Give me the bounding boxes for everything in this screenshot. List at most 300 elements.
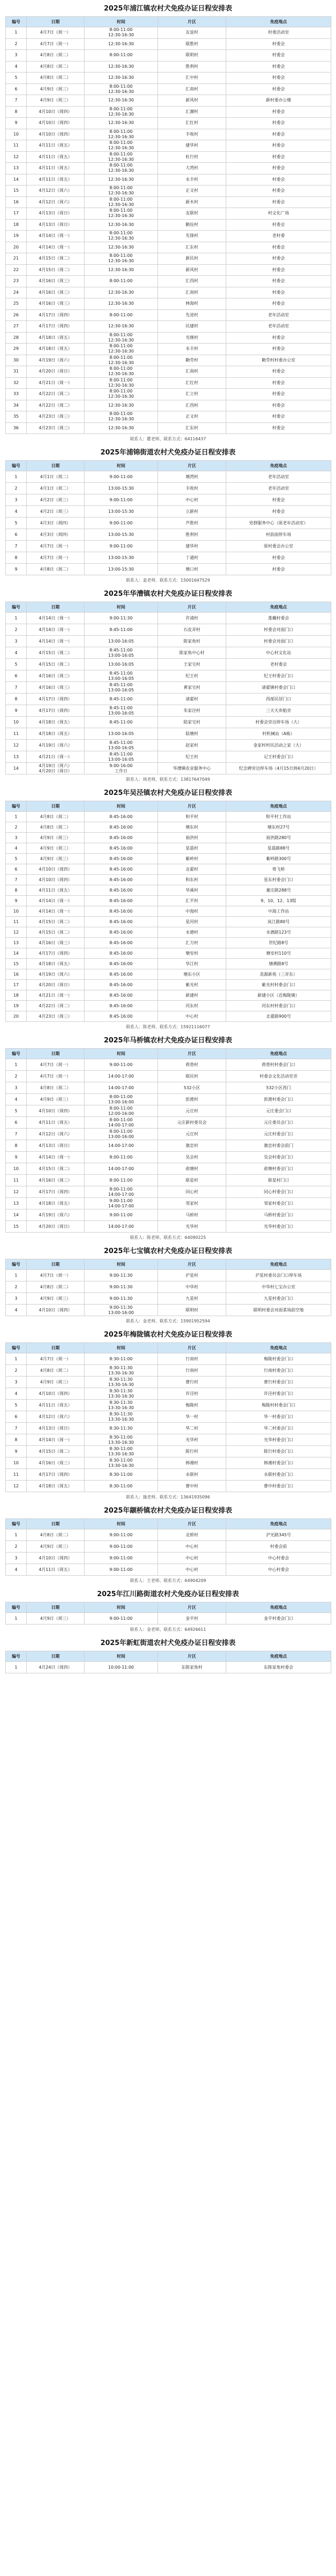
row-area: 石皮弄村 [158, 624, 226, 636]
row-number: 12 [6, 927, 27, 938]
table-row [6, 948, 331, 959]
row-location: 星晨路88号 [226, 843, 331, 854]
row-area: 友谊村 [158, 27, 226, 39]
row-location: 村委会 [226, 38, 331, 50]
row-time: 14:00-17:00 [85, 1071, 158, 1082]
row-location: 莲藕村委会 [226, 613, 331, 624]
row-area: 邻家村 [158, 1198, 226, 1209]
row-location: 裕洪路280号 [226, 833, 331, 843]
row-location: 村委会 [226, 106, 331, 118]
column-header: 免疫地点 [226, 1651, 331, 1662]
row-time: 8:00-11:00 12:30-16:30 [85, 253, 158, 265]
row-date: 4月18日（周五） [27, 717, 85, 728]
row-number: 18 [6, 990, 27, 1001]
row-time: 8:00-11:00 12:30-16:30 [85, 377, 158, 389]
row-location: 华一村委会门口 [226, 1411, 331, 1423]
table-row [6, 253, 331, 265]
row-time: 8:45-16:00 [85, 843, 158, 854]
row-number: 4 [6, 1094, 27, 1105]
row-date: 4月24日（周四） [27, 1662, 85, 1673]
row-location: 村委会 [226, 422, 331, 434]
table-row [6, 990, 331, 1001]
row-location: 光华村委会门口 [226, 1221, 331, 1233]
table-row [6, 613, 331, 624]
schedule-section [5, 1328, 331, 1504]
row-number: 21 [6, 253, 27, 265]
row-area: 纪王村 [158, 670, 226, 682]
row-area: 九星村 [158, 1293, 226, 1305]
row-area: 朱家泾村 [158, 705, 226, 717]
row-date: 4月16日（周三） [27, 1175, 85, 1186]
row-number: 27 [6, 321, 27, 333]
row-time: 9:00-11:30 [85, 1270, 158, 1281]
row-date: 4月16日（周三） [27, 298, 85, 310]
row-location: 村前面停车场 [226, 529, 331, 541]
row-date: 4月19日（周六） [27, 740, 85, 751]
row-area: 汇南村 [158, 287, 226, 298]
row-date: 4月1日（周二） [27, 471, 85, 483]
row-date: 4月18日（周五） [27, 332, 85, 344]
row-time: 8:45-16:00 [85, 938, 158, 948]
row-number: 24 [6, 287, 27, 298]
row-date: 4月8日（周二） [27, 1365, 85, 1377]
row-number: 7 [6, 1423, 27, 1434]
row-number: 1 [6, 1059, 27, 1071]
row-date: 4月17日（周四） [27, 705, 85, 717]
row-number: 9 [6, 705, 27, 717]
table-row [6, 980, 331, 990]
row-date: 4月8日（周二） [27, 1529, 85, 1541]
row-location: 老年活动室 [226, 309, 331, 321]
row-time: 8:00-11:00 12:30-16:30 [85, 106, 158, 118]
row-location: 9、10、12、13组 [226, 896, 331, 906]
row-time: 8:45-16:00 [85, 917, 158, 927]
row-area: 杜行村 [158, 151, 226, 163]
table-row [6, 1353, 331, 1365]
row-number: 7 [6, 541, 27, 552]
row-number: 29 [6, 344, 27, 355]
row-number: 2 [6, 1071, 27, 1082]
row-area: 和平村 [158, 812, 226, 822]
row-number: 2 [6, 1541, 27, 1553]
row-number: 15 [6, 1221, 27, 1233]
row-time: 8:45-16:00 [85, 896, 158, 906]
row-time: 8:00-11:00 12:30-16:30 [85, 344, 158, 355]
row-location: 曹行村委会门口 [226, 1377, 331, 1388]
column-header: 日期 [27, 17, 85, 27]
row-location: 金家村村民活动之家（大） [226, 740, 331, 751]
row-location: 梅陇村委会门口 [226, 1353, 331, 1365]
table-row [6, 38, 331, 50]
schedule-table [5, 1048, 331, 1233]
row-time: 8:30-11:00 13:30-16:30 [85, 1446, 158, 1457]
schedule-table [5, 1518, 331, 1576]
table-row [6, 1457, 331, 1469]
row-location: 邻家村委会门口 [226, 1198, 331, 1209]
row-area: 中心村 [158, 1541, 226, 1553]
row-number: 4 [6, 1305, 27, 1316]
table-row [6, 705, 331, 717]
row-area: 汇立村 [158, 389, 226, 400]
table-row [6, 647, 331, 659]
table-row [6, 1541, 331, 1553]
row-time: 8:45-16:00 [85, 980, 158, 990]
row-time: 12:30-16:30 [85, 95, 158, 107]
row-time: 8:30-11:30 13:30-16:30 [85, 1400, 158, 1411]
row-date: 4月14日（周一） [27, 1434, 85, 1446]
row-number: 9 [6, 896, 27, 906]
contact-info: 联系人：陈老师、联系方式：15921116077 [126, 1025, 210, 1029]
row-number: 2 [6, 38, 27, 50]
table-row [6, 636, 331, 647]
row-area: 汇平村 [158, 896, 226, 906]
column-header: 编号 [6, 17, 27, 27]
row-area: 林海村 [158, 298, 226, 310]
row-area: 民建村 [158, 321, 226, 333]
row-number: 13 [6, 938, 27, 948]
row-number: 11 [6, 917, 27, 927]
row-area: 丰收村 [158, 483, 226, 494]
row-location: 曹中村委会门口 [226, 1481, 331, 1492]
row-location: 村委会文化活动室旁 [226, 1071, 331, 1082]
row-date: 4月21日（周一） [27, 751, 85, 763]
row-location: 诸翟镇村委会门口 [226, 682, 331, 694]
row-time: 8:00-11:00 14:00-17:00 [85, 1186, 158, 1198]
row-location: 村委会 [226, 411, 331, 423]
row-number: 4 [6, 1564, 27, 1576]
row-time: 8:00-11:00 12:30-16:30 [85, 185, 158, 197]
row-location: 村委会 [226, 61, 331, 73]
row-area: 芦胜村 [158, 518, 226, 529]
row-date: 4月12日（周六） [27, 185, 85, 197]
row-area: 紫光村 [158, 980, 226, 990]
row-number: 13 [6, 1198, 27, 1209]
row-area: 勤俭村 [158, 219, 226, 231]
row-time: 9:00-11:00 [85, 1059, 158, 1071]
row-date: 4月7日（周一） [27, 27, 85, 39]
row-date: 4月11日（周五） [27, 163, 85, 174]
row-location: 陈行村委会门口 [226, 1446, 331, 1457]
table-row [6, 163, 331, 174]
column-header: 日期 [27, 1343, 85, 1353]
row-area: 许浦村 [158, 613, 226, 624]
schedule-section [5, 1587, 331, 1636]
row-date: 4月15日（周二） [27, 253, 85, 265]
row-number: 4 [6, 506, 27, 518]
row-time: 9:00-11:00 [85, 1564, 158, 1576]
row-number: 6 [6, 529, 27, 541]
column-header: 片区 [158, 461, 226, 471]
row-time: 8:45-11:00 13:00-16:05 [85, 705, 158, 717]
row-location: 村委会 [226, 185, 331, 197]
row-area: 建华村 [158, 541, 226, 552]
table-row [6, 27, 331, 39]
column-header: 编号 [6, 461, 27, 471]
row-location: 村委会 [226, 506, 331, 518]
table-row [6, 1117, 331, 1129]
row-date: 4月8日（周二） [27, 73, 85, 84]
section-title: 2025年浦锦街道农村犬免疫办证日程安排表 [100, 449, 236, 457]
row-number: 3 [6, 1293, 27, 1305]
row-date: 4月18日（周五） [27, 728, 85, 740]
row-number: 4 [6, 61, 27, 73]
row-location: 纪王村委会门口 [226, 670, 331, 682]
row-date: 4月8日（周二） [27, 812, 85, 822]
row-location: 老年活动室 [226, 471, 331, 483]
row-number: 28 [6, 332, 27, 344]
row-location: 老村委 [226, 231, 331, 242]
row-area: 新建村 [158, 990, 226, 1001]
row-number: 19 [6, 1001, 27, 1011]
row-number: 1 [6, 1353, 27, 1365]
column-header: 编号 [6, 801, 27, 812]
row-number: 9 [6, 564, 27, 575]
row-location: 村委会 [226, 140, 331, 152]
table-row [6, 151, 331, 163]
row-location: 东陈家角村委会 [226, 1662, 331, 1673]
table-row [6, 518, 331, 529]
row-location: 韩湘村委会门口 [226, 1457, 331, 1469]
row-number: 35 [6, 411, 27, 423]
contact-info: 联系人：陈老师、联系方式：64090225 [130, 1235, 206, 1240]
column-header: 片区 [158, 1259, 226, 1270]
row-time: 8:30-11:30 13:30-16:30 [85, 1388, 158, 1400]
row-location: 村委会 [226, 264, 331, 276]
table-row [6, 422, 331, 434]
row-location: 村委会对面门口 [226, 636, 331, 647]
row-time: 8:30-11:30 13:30-16:30 [85, 1411, 158, 1423]
row-date: 4月9日（周三） [27, 1613, 85, 1625]
row-location: 老年活动室 [226, 483, 331, 494]
row-date: 4月17日（周四） [27, 309, 85, 321]
row-location: 同心村委会门口 [226, 1186, 331, 1198]
row-number: 9 [6, 118, 27, 129]
row-time: 8:45-11:00 13:00-16:05 [85, 751, 158, 763]
table-row [6, 1281, 331, 1293]
row-location: 村委会 [226, 494, 331, 506]
column-header: 时间 [85, 461, 158, 471]
row-location: 联明村委会对面菜场前空地 [226, 1305, 331, 1316]
row-number: 10 [6, 906, 27, 917]
row-number: 12 [6, 740, 27, 751]
table-row [6, 682, 331, 694]
schedule-section [5, 587, 331, 786]
table-row [6, 1186, 331, 1198]
row-location: 莺飞桥 [226, 864, 331, 875]
row-time: 9:00-11:00 [85, 1529, 158, 1541]
row-area: 旗忠村 [158, 1140, 226, 1152]
column-header: 时间 [85, 1343, 158, 1353]
row-number: 15 [6, 959, 27, 969]
row-date: 4月19日（周六） [27, 355, 85, 366]
column-header: 免疫地点 [226, 801, 331, 812]
table-row [6, 471, 331, 483]
row-number: 20 [6, 242, 27, 253]
row-time: 12:30-16:30 [85, 38, 158, 50]
row-location: 党群服务中心（原老年活动室） [226, 518, 331, 529]
row-time: 8:00-11:00 13:00-16:00 [85, 1129, 158, 1140]
row-location: 沪星村委员会门口停车场 [226, 1270, 331, 1281]
contact-info: 联系人：姜老师、联系方式：15001647529 [126, 578, 210, 583]
row-time: 8:45-16:00 [85, 969, 158, 980]
table-row [6, 1082, 331, 1094]
table-row [6, 624, 331, 636]
table-row [6, 717, 331, 728]
table-row [6, 1140, 331, 1152]
table-row [6, 659, 331, 670]
row-area: 永德村 [158, 927, 226, 938]
row-area: 元庄新村委员会 [158, 1117, 226, 1129]
row-area: 胜利村 [158, 61, 226, 73]
table-row [6, 1553, 331, 1564]
row-number: 1 [6, 471, 27, 483]
row-time: 8:00-11:00 12:30-16:30 [85, 140, 158, 152]
row-location: 北翟路900号 [226, 1011, 331, 1022]
row-date: 4月21日（周一） [27, 377, 85, 389]
row-date: 4月20日（周日） [27, 1221, 85, 1233]
row-number: 36 [6, 422, 27, 434]
row-date: 4月8日（周二） [27, 822, 85, 833]
row-number: 6 [6, 864, 27, 875]
row-date: 4月23日（周三） [27, 1011, 85, 1022]
row-number: 6 [6, 1411, 27, 1423]
column-header: 编号 [6, 1259, 27, 1270]
table-row [6, 1400, 331, 1411]
column-header: 日期 [27, 1049, 85, 1059]
row-location: 村委会 [226, 552, 331, 564]
row-date: 4月18日（周五） [27, 1481, 85, 1492]
row-number: 2 [6, 822, 27, 833]
row-date: 4月16日（周三） [27, 287, 85, 298]
row-time: 8:00-11:00 12:30-16:30 [85, 366, 158, 378]
row-location: 俞塘村委会门口 [226, 1163, 331, 1175]
table-row [6, 1129, 331, 1140]
row-area: 彭渡村 [158, 1094, 226, 1105]
row-number: 30 [6, 355, 27, 366]
row-location: 村委会 [226, 163, 331, 174]
row-location: 原村委会办公室 [226, 541, 331, 552]
row-time: 12:30-16:30 [85, 242, 158, 253]
row-area: 新风村 [158, 264, 226, 276]
row-area: 汇南村 [158, 366, 226, 378]
row-time: 13:00-15:30 [85, 483, 158, 494]
column-header: 片区 [158, 1651, 226, 1662]
row-number: 6 [6, 1117, 27, 1129]
contact-info: 联系人：王老师、联系方式：64904209 [130, 1578, 206, 1583]
row-time: 8:30-11:00 [85, 1353, 158, 1365]
section-title: 2025年颛桥镇农村犬免疫办证日程安排表 [103, 1507, 233, 1515]
row-area: 俞塘村 [158, 1163, 226, 1175]
table-row [6, 106, 331, 118]
row-time: 9:00-11:00 [85, 471, 158, 483]
row-number: 1 [6, 27, 27, 39]
row-number: 1 [6, 1529, 27, 1541]
table-row [6, 875, 331, 885]
row-location: 光华村委会门口 [226, 1434, 331, 1446]
row-location: 村委会对面门口 [226, 624, 331, 636]
row-number: 9 [6, 1446, 27, 1457]
schedule-table [5, 801, 331, 1022]
table-row [6, 185, 331, 197]
row-number: 15 [6, 185, 27, 197]
row-area: 新民村 [158, 253, 226, 265]
row-area: 先锋村 [158, 231, 226, 242]
row-area: 汇西村 [158, 400, 226, 411]
schedule-section [5, 1244, 331, 1328]
table-row [6, 885, 331, 896]
row-number: 5 [6, 854, 27, 864]
row-location: 532小区西门 [226, 1082, 331, 1094]
row-time: 8:00-11:00 14:00-17:00 [85, 1117, 158, 1129]
row-area: 韩湘村 [158, 1457, 226, 1469]
row-location: 村委会 [226, 377, 331, 389]
row-date: 4月18日（周五） [27, 959, 85, 969]
row-date: 4月2日（周三） [27, 494, 85, 506]
row-time: 8:30-11:00 [85, 1469, 158, 1481]
row-time: 8:00-11:00 12:30-16:30 [85, 208, 158, 220]
row-number: 7 [6, 682, 27, 694]
row-time: 9:00-11:00 [85, 1613, 158, 1625]
row-time: 14:00-17:00 [85, 1163, 158, 1175]
row-area: 新木村 [158, 196, 226, 208]
row-area: 汇东村 [158, 242, 226, 253]
row-number: 14 [6, 1209, 27, 1221]
table-row [6, 411, 331, 423]
row-time: 8:30-11:30 13:30-16:30 [85, 1377, 158, 1388]
table-row [6, 1411, 331, 1423]
table-row [6, 1613, 331, 1625]
column-header: 免疫地点 [226, 1259, 331, 1270]
column-header: 日期 [27, 602, 85, 613]
row-date: 4月9日（周三） [27, 854, 85, 864]
row-time: 8:00-11:00 [85, 1175, 158, 1186]
row-number: 6 [6, 670, 27, 682]
row-location: 村文化广场 [226, 208, 331, 220]
row-time: 14:00-17:00 [85, 1221, 158, 1233]
row-number: 22 [6, 264, 27, 276]
row-date: 4月8日（周二） [27, 50, 85, 61]
row-location: 村委会前 [226, 1541, 331, 1553]
row-time: 12:30-16:30 [85, 174, 158, 185]
table-row [6, 129, 331, 140]
row-time: 8:00-11:00 12:30-16:30 [85, 27, 158, 39]
row-time: 8:00-11:00 [85, 309, 158, 321]
row-area: 裕洪村 [158, 833, 226, 843]
row-area: 华漕镇农业服务中心 [158, 763, 226, 774]
table-row [6, 494, 331, 506]
column-header: 日期 [27, 1259, 85, 1270]
table-row [6, 400, 331, 411]
table-row [6, 541, 331, 552]
column-header: 片区 [158, 1343, 226, 1353]
row-location: 村委会 [226, 389, 331, 400]
column-header: 日期 [27, 461, 85, 471]
row-number: 17 [6, 980, 27, 990]
row-area: 丰收村 [158, 129, 226, 140]
row-area: 黄家宅村 [158, 682, 226, 694]
row-area: 光华村 [158, 1221, 226, 1233]
row-time: 12:30-16:30 [85, 264, 158, 276]
row-date: 4月14日（周一） [27, 906, 85, 917]
section-title: 2025年马桥镇农村犬免疫办证日程安排表 [103, 1037, 233, 1044]
row-area: 汇红村 [158, 377, 226, 389]
row-area: 同心村 [158, 1186, 226, 1198]
row-area: 永联村 [158, 1469, 226, 1481]
row-date: 4月17日（周四） [27, 321, 85, 333]
row-date: 4月7日（周一） [27, 541, 85, 552]
row-number: 16 [6, 969, 27, 980]
row-area: 陈行村 [158, 1446, 226, 1457]
